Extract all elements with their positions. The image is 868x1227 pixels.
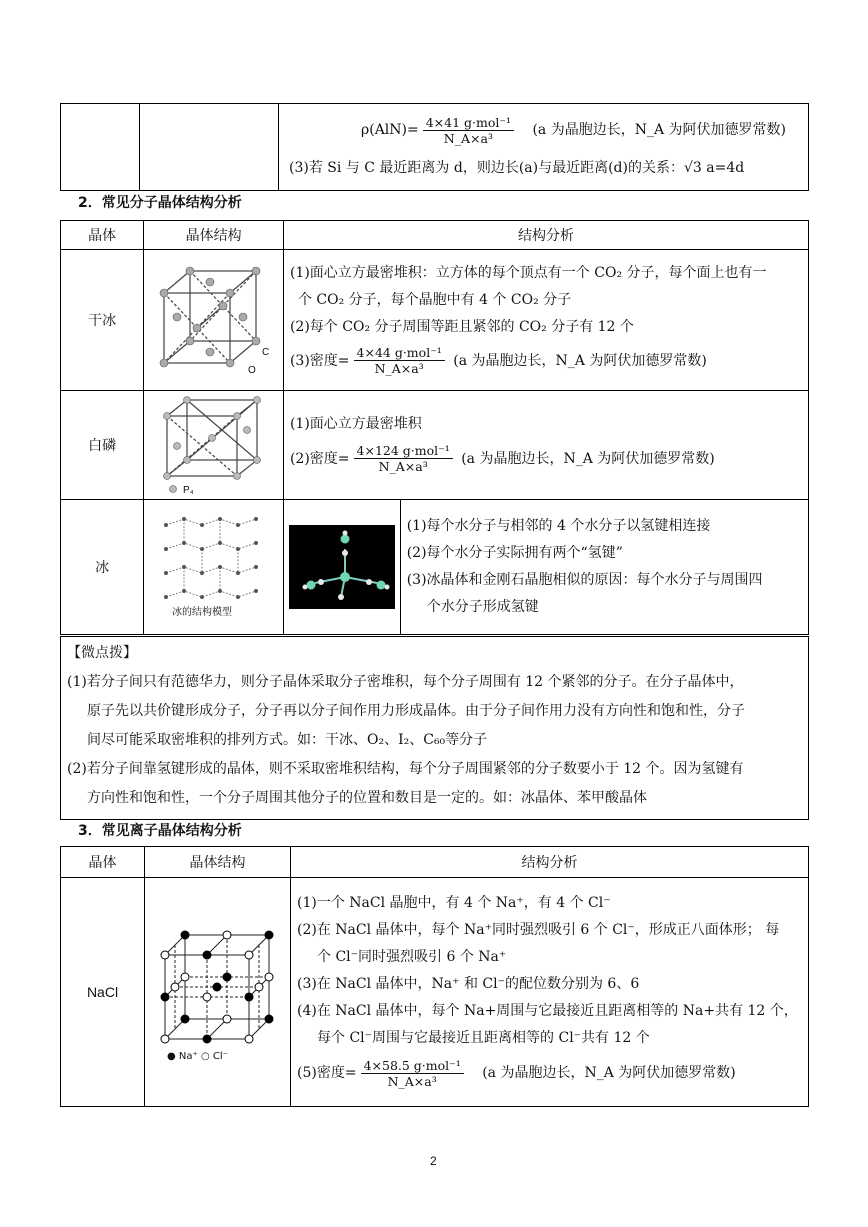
nacl-density-note: (a 为晶胞边长，N_A 为阿伏加德罗常数) [482,1065,736,1081]
nacl-density-label: (5)密度= [297,1065,357,1081]
header-structure: 晶体结构 [144,221,284,250]
ice-molecule-figure-cell [283,500,400,635]
white-phosphorus-line-1: (1)面心立方最密堆积 [289,415,422,432]
nacl-density-fraction: $\frac{\text{4×58.5 g·mol⁻¹}}{\text{N\_A×a³}}$ [361,1058,464,1089]
aln-density-fraction: $\frac{\text{4×41 g·mol⁻¹}}{\text{N\_A×a³}}$ [423,115,514,146]
row-nacl-name: NaCl [61,878,145,1107]
header-analysis: 结构分析 [283,221,808,250]
tip-line-5: 方向性和饱和性，一个分子周围其他分子的位置和数目是一定的。如：冰晶体、苯甲酸晶体 [87,790,647,806]
ice-line-1: (1)每个水分子与相邻的 4 个水分子以氢键相连接 [406,518,711,534]
nacl-line-3: 个 Cl⁻同时强烈吸引 6 个 Na⁺ [317,949,507,965]
header-analysis-3: 结构分析 [291,847,809,878]
nacl-line-2: (2)在 NaCl 晶体中，每个 Na⁺同时强烈吸引 6 个 Cl⁻，形成正八面体形； 每 [297,922,780,938]
row-dry-ice-name: 干冰 [61,250,144,391]
ice-structure-figure-cell [144,500,284,635]
dry-ice-density-note: (a 为晶胞边长，N_A 为阿伏加德罗常数) [453,352,707,369]
aln-density-label: ρ(AlN)= [361,122,419,138]
tip-line-3: 间尽可能采取密堆积的排列方式。如：干冰、O₂、I₂、C₆₀等分子 [87,732,488,748]
nacl-legend: ● Na⁺ ○ Cl⁻ [166,1051,228,1062]
nacl-line-6: 每个 Cl⁻周围与它最接近且距离相等的 Cl⁻共有 12 个 [317,1030,650,1046]
top-table [60,103,809,191]
row-white-phosphorus-name: 白磷 [61,391,144,500]
aln-density-note: (a 为晶胞边长，N_A 为阿伏加德罗常数) [532,122,786,138]
white-phosphorus-density-note: (a 为晶胞边长，N_A 为阿伏加德罗常数) [461,450,715,467]
nacl-line-5: (4)在 NaCl 晶体中，每个 Na+周围与它最接近且距离相等的 Na+共有 12 个， [297,1003,798,1019]
oxygen-label: O [247,365,256,376]
dry-ice-line-3: (2)每个 CO₂ 分子周围等距且紧邻的 CO₂ 分子有 12 个 [289,318,634,335]
header-structure-3: 晶体结构 [145,847,291,878]
top-col-3 [279,104,809,191]
white-phosphorus-density-fraction: $\frac{\text{4×124 g·mol⁻¹}}{\text{N\_A×a³}}$ [354,443,453,474]
water-tetrahedral-figure [289,525,395,609]
section-3-title: 3．常见离子晶体结构分析 [78,823,242,839]
ice-structure-model-figure [160,515,268,619]
ionic-crystal-table [60,846,809,1107]
dry-ice-figure-cell [144,250,284,391]
dry-ice-analysis [283,250,808,391]
nacl-cell-figure [159,921,277,1063]
carbon-label: C [261,347,269,358]
dry-ice-density-label: (3)密度= [289,352,350,369]
ice-line-2: (2)每个水分子实际拥有两个“氢键” [406,545,623,561]
header-crystal-3: 晶体 [61,847,145,878]
top-col-2 [140,104,279,191]
page-number: 2 [430,1154,437,1168]
ice-figure-caption: 冰的结构模型 [171,607,232,618]
si-c-distance-relation: (3)若 Si 与 C 最近距离为 d，则边长(a)与最近距离(d)的关系：√3 a=4d [289,160,745,176]
white-phosphorus-cell-figure [159,394,269,496]
p4-label: P₄ [182,485,194,496]
ice-line-3: (3)冰晶体和金刚石晶胞相似的原因：每个水分子与周围四 [406,572,763,588]
white-phosphorus-figure-cell [144,391,284,500]
nacl-analysis [291,878,809,1107]
nacl-figure-cell [145,878,291,1107]
tip-title: 【微点拨】 [67,645,137,661]
nacl-line-1: (1)一个 NaCl 晶胞中，有 4 个 Na⁺，有 4 个 Cl⁻ [297,895,611,911]
ice-analysis [400,500,808,635]
tip-line-2: 原子先以共价键形成分子，分子再以分子间作用力形成晶体。由于分子间作用力没有方向性和饱和性，分子 [87,703,745,719]
dry-ice-line-2: 个 CO₂ 分子，每个晶胞中有 4 个 CO₂ 分子 [297,291,572,308]
white-phosphorus-analysis [283,391,808,500]
ice-line-4: 个水分子形成氢键 [426,599,539,615]
dry-ice-line-1: (1)面心立方最密堆积：立方体的每个顶点有一个 CO₂ 分子，每个面上也有一 [289,264,767,281]
top-col-1 [61,104,140,191]
tip-line-4: (2)若分子间靠氢键形成的晶体，则不采取密堆积结构，每个分子周围紧邻的分子数要小于 12 个。因为氢键有 [67,761,744,777]
nacl-line-4: (3)在 NaCl 晶体中，Na⁺ 和 Cl⁻的配位数分别为 6、6 [297,976,640,992]
molecular-crystal-table [60,220,809,635]
dry-ice-cell-figure [152,261,276,379]
section-2-title: 2．常见分子晶体结构分析 [78,195,242,211]
header-crystal: 晶体 [61,221,144,250]
white-phosphorus-density-label: (2)密度= [289,450,350,467]
tip-line-1: (1)若分子间只有范德华力，则分子晶体采取分子密堆积，每个分子周围有 12 个紧邻的分子。在分子晶体中， [67,674,744,690]
dry-ice-density-fraction: $\frac{\text{4×44 g·mol⁻¹}}{\text{N\_A×a³}}$ [354,345,445,376]
row-ice-name: 冰 [61,500,144,635]
tip-box [60,636,809,820]
